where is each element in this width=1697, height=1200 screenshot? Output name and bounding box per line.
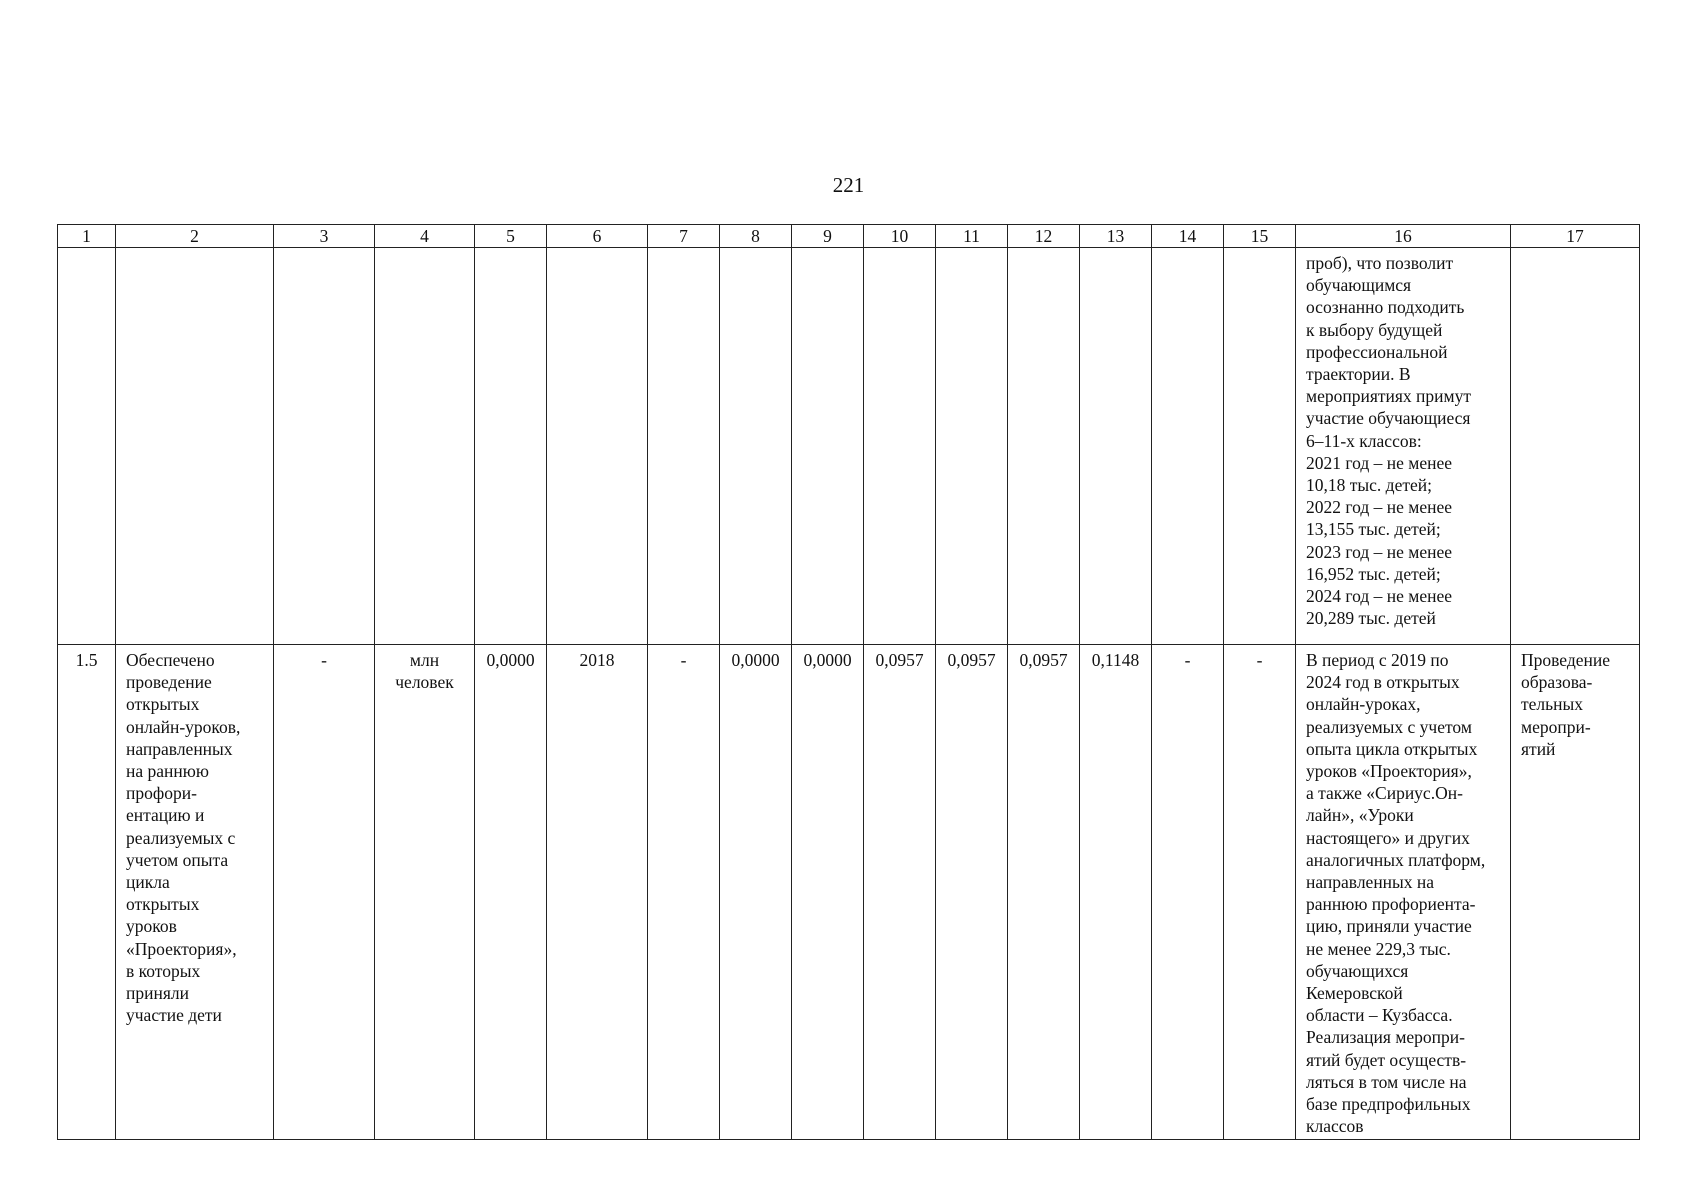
column-number-header-row	[58, 225, 1640, 248]
description-cell: В период с 2019 по 2024 год в открытых онлайн-уроках, реализуемых с учетом опыта цикла открытых уроков «Проектория», а также «Сириус.Он- лайн», «Уроки настоящего» и других аналогичных платформ, направленных на раннюю профориента- цию, приняли участие не менее 229,3 тыс. обучающихся Кемеровской области – Кузбасса. Реализация меропри- ятий будет осуществ- ляться в том числе на базе предпрофильных классов	[1306, 650, 1486, 1137]
cell-col3: -	[321, 650, 327, 670]
column-header: 7	[648, 225, 720, 248]
cell-col8: 0,0000	[731, 650, 780, 670]
column-header: 6	[547, 225, 648, 248]
column-header: 10	[864, 225, 936, 248]
column-header: 11	[936, 225, 1008, 248]
continued-description-cell: проб), что позволит обучающимся осознанно подходить к выбору будущей профессиональной траектории. В мероприятиях примут участие обучающиеся 6–11-х классов: 2021 год – не менее 10,18 тыс. детей; 2022 год – не менее 13,155 тыс. детей; 2023 год – не менее 16,952 тыс. детей; 2024 год – не менее 20,289 тыс. детей	[1306, 253, 1472, 629]
column-header: 16	[1296, 225, 1511, 248]
column-header: 4	[375, 225, 475, 248]
column-header: 12	[1008, 225, 1080, 248]
cell-col11: 0,0957	[947, 650, 996, 670]
cell-col6: 2018	[579, 650, 615, 670]
column-header: 3	[274, 225, 375, 248]
column-header: 9	[792, 225, 864, 248]
cell-col9: 0,0000	[803, 650, 852, 670]
cell-col10: 0,0957	[875, 650, 924, 670]
column-header: 1	[58, 225, 116, 248]
column-header: 17	[1511, 225, 1640, 248]
page-number: 221	[832, 173, 865, 197]
cell-col12: 0,0957	[1019, 650, 1068, 670]
column-header: 14	[1152, 225, 1224, 248]
table-row-continued	[58, 248, 1640, 645]
unit-cell: млн человек	[395, 650, 454, 693]
column-header: 5	[475, 225, 547, 248]
cell-col7: -	[680, 650, 687, 670]
table-row	[58, 645, 1640, 1140]
cell-col15: -	[1256, 650, 1263, 670]
column-header: 2	[116, 225, 274, 248]
row-number-cell: 1.5	[75, 650, 98, 670]
cell-col5: 0,0000	[486, 650, 535, 670]
document-table	[57, 224, 1640, 1140]
cell-col14: -	[1184, 650, 1191, 670]
column-header: 15	[1224, 225, 1296, 248]
column-header: 13	[1080, 225, 1152, 248]
indicator-name-cell: Обеспечено проведение открытых онлайн-уроков, направленных на раннюю профори- ентацию и реализуемых с учетом опыта цикла открытых уроков «Проектория», в которых приняли участие дети	[126, 650, 241, 1026]
cell-col13: 0,1148	[1091, 650, 1140, 670]
column-header: 8	[720, 225, 792, 248]
activity-cell: Проведение образова- тельных меропри- ятий	[1521, 650, 1611, 759]
